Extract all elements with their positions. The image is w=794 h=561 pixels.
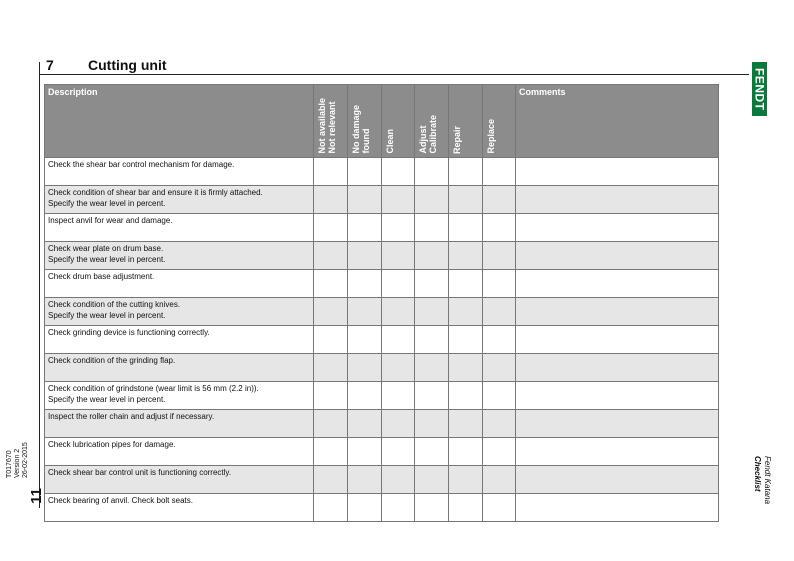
- row-description-line1: Check shear bar control unit is functioning correctly.: [48, 468, 232, 477]
- check-cell-repair[interactable]: [449, 466, 483, 494]
- table-row: [45, 466, 719, 494]
- header-not-available-line2: Not relevant: [327, 101, 337, 154]
- check-cell-replace[interactable]: [483, 298, 516, 326]
- row-description-line1: Check condition of shear bar and ensure it is firmly attached.: [48, 188, 263, 197]
- comments-cell[interactable]: [516, 214, 719, 242]
- row-description-line1: Check the shear bar control mechanism for damage.: [48, 160, 235, 169]
- table-row: [45, 438, 719, 466]
- check-cell-no-damage[interactable]: [348, 326, 382, 354]
- header-description: Description: [45, 85, 314, 158]
- header-not-available: [314, 85, 348, 158]
- check-cell-adjust[interactable]: [415, 382, 449, 410]
- comments-cell[interactable]: [516, 410, 719, 438]
- check-cell-adjust[interactable]: [415, 354, 449, 382]
- check-cell-no-damage[interactable]: [348, 214, 382, 242]
- check-cell-no-damage[interactable]: [348, 494, 382, 522]
- row-description: [45, 242, 314, 270]
- row-description-line1: Check condition of grindstone (wear limit is 56 mm (2.2 in)).: [48, 384, 259, 393]
- check-cell-repair[interactable]: [449, 186, 483, 214]
- check-cell-no-damage[interactable]: [348, 298, 382, 326]
- check-cell-repair[interactable]: [449, 438, 483, 466]
- header-adjust-line1: Adjust: [418, 126, 428, 154]
- check-cell-adjust[interactable]: [415, 242, 449, 270]
- row-description: [45, 298, 314, 326]
- check-cell-clean[interactable]: [382, 158, 415, 186]
- check-cell-clean[interactable]: [382, 326, 415, 354]
- section-number: 7: [46, 57, 54, 73]
- row-description: [45, 214, 314, 242]
- check-cell-clean[interactable]: [382, 270, 415, 298]
- document-date: 26-02-2015: [22, 442, 29, 478]
- row-description: [45, 466, 314, 494]
- table-row: [45, 186, 719, 214]
- check-cell-clean[interactable]: [382, 354, 415, 382]
- document-meta-text: [6, 418, 30, 478]
- row-description: [45, 438, 314, 466]
- table-row: [45, 326, 719, 354]
- check-cell-clean[interactable]: [382, 494, 415, 522]
- check-cell-clean[interactable]: [382, 382, 415, 410]
- row-description: [45, 186, 314, 214]
- row-description-line1: Inspect anvil for wear and damage.: [48, 216, 173, 225]
- check-cell-not-available[interactable]: [314, 214, 348, 242]
- row-description: [45, 326, 314, 354]
- row-description-line1: Check bearing of anvil. Check bolt seats.: [48, 496, 193, 505]
- check-cell-no-damage[interactable]: [348, 242, 382, 270]
- check-cell-repair[interactable]: [449, 494, 483, 522]
- row-description-line1: Check grinding device is functioning correctly.: [48, 328, 210, 337]
- check-cell-no-damage[interactable]: [348, 158, 382, 186]
- check-cell-adjust[interactable]: [415, 214, 449, 242]
- row-description-line1: Check condition of the cutting knives.: [48, 300, 181, 309]
- check-cell-not-available[interactable]: [314, 494, 348, 522]
- document-title-vertical: [752, 456, 772, 504]
- row-description-line2: Specify the wear level in percent.: [48, 395, 166, 404]
- check-cell-not-available[interactable]: [314, 186, 348, 214]
- page-number: 11: [28, 488, 45, 504]
- header-no-damage-line2: found: [361, 129, 371, 154]
- check-cell-no-damage[interactable]: [348, 410, 382, 438]
- check-cell-no-damage[interactable]: [348, 354, 382, 382]
- check-cell-adjust[interactable]: [415, 298, 449, 326]
- table-row: [45, 214, 719, 242]
- check-cell-replace[interactable]: [483, 158, 516, 186]
- check-cell-clean[interactable]: [382, 214, 415, 242]
- check-cell-repair[interactable]: [449, 382, 483, 410]
- row-description-line1: Check wear plate on drum base.: [48, 244, 164, 253]
- table-header-row: [45, 85, 719, 158]
- section-title: Cutting unit: [88, 57, 167, 73]
- checklist-table: [44, 84, 719, 522]
- product-name: Fendt Katana: [763, 456, 772, 505]
- table-row: [45, 382, 719, 410]
- check-cell-repair[interactable]: [449, 410, 483, 438]
- check-cell-no-damage[interactable]: [348, 270, 382, 298]
- check-cell-adjust[interactable]: [415, 494, 449, 522]
- check-cell-replace[interactable]: [483, 438, 516, 466]
- document-version: Version 2: [14, 448, 21, 478]
- header-not-available-line1: Not available: [317, 98, 327, 154]
- header-adjust: [415, 85, 449, 158]
- document-type: Checklist: [753, 456, 762, 492]
- header-rule: [39, 74, 749, 75]
- row-description: [45, 158, 314, 186]
- check-cell-clean[interactable]: [382, 186, 415, 214]
- row-description: [45, 410, 314, 438]
- check-cell-not-available[interactable]: [314, 298, 348, 326]
- comments-cell[interactable]: [516, 186, 719, 214]
- check-cell-no-damage[interactable]: [348, 466, 382, 494]
- row-description-line2: Specify the wear level in percent.: [48, 255, 166, 264]
- comments-cell[interactable]: [516, 298, 719, 326]
- check-cell-repair[interactable]: [449, 214, 483, 242]
- check-cell-repair[interactable]: [449, 326, 483, 354]
- comments-cell[interactable]: [516, 382, 719, 410]
- row-description-line1: Inspect the roller chain and adjust if necessary.: [48, 412, 215, 421]
- comments-cell[interactable]: [516, 326, 719, 354]
- check-cell-not-available[interactable]: [314, 158, 348, 186]
- check-cell-clean[interactable]: [382, 438, 415, 466]
- header-comments: Comments: [516, 85, 719, 158]
- check-cell-repair[interactable]: [449, 298, 483, 326]
- document-code: T017670: [6, 450, 13, 478]
- check-cell-clean[interactable]: [382, 410, 415, 438]
- row-description-line2: Specify the wear level in percent.: [48, 311, 166, 320]
- check-cell-no-damage[interactable]: [348, 186, 382, 214]
- check-cell-adjust[interactable]: [415, 186, 449, 214]
- check-cell-replace[interactable]: [483, 242, 516, 270]
- check-cell-clean[interactable]: [382, 298, 415, 326]
- header-repair-text: Repair: [452, 125, 462, 154]
- table-row: [45, 242, 719, 270]
- row-description-line1: Check condition of the grinding flap.: [48, 356, 176, 365]
- check-cell-not-available[interactable]: [314, 410, 348, 438]
- header-clean: [382, 85, 415, 158]
- comments-cell[interactable]: [516, 494, 719, 522]
- comments-cell[interactable]: [516, 242, 719, 270]
- document-meta: [6, 418, 46, 512]
- check-cell-repair[interactable]: [449, 158, 483, 186]
- row-description-line2: Specify the wear level in percent.: [48, 199, 166, 208]
- check-cell-replace[interactable]: [483, 270, 516, 298]
- check-cell-adjust[interactable]: [415, 326, 449, 354]
- check-cell-adjust[interactable]: [415, 466, 449, 494]
- header-replace: [483, 85, 516, 158]
- check-cell-replace[interactable]: [483, 354, 516, 382]
- check-cell-not-available[interactable]: [314, 382, 348, 410]
- check-cell-not-available[interactable]: [314, 354, 348, 382]
- comments-cell[interactable]: [516, 466, 719, 494]
- header-no-damage: [348, 85, 382, 158]
- check-cell-clean[interactable]: [382, 466, 415, 494]
- row-description: [45, 382, 314, 410]
- check-cell-replace[interactable]: [483, 186, 516, 214]
- comments-cell[interactable]: [516, 158, 719, 186]
- fendt-logo: FENDT: [752, 62, 767, 116]
- check-cell-replace[interactable]: [483, 382, 516, 410]
- check-cell-repair[interactable]: [449, 242, 483, 270]
- check-cell-no-damage[interactable]: [348, 438, 382, 466]
- check-cell-replace[interactable]: [483, 494, 516, 522]
- check-cell-replace[interactable]: [483, 326, 516, 354]
- table-row: [45, 298, 719, 326]
- table-row: [45, 354, 719, 382]
- header-no-damage-line1: No damage: [351, 105, 361, 154]
- row-description: [45, 354, 314, 382]
- check-cell-not-available[interactable]: [314, 438, 348, 466]
- row-description-line1: Check lubrication pipes for damage.: [48, 440, 176, 449]
- header-clean-text: Clean: [385, 129, 395, 154]
- check-cell-replace[interactable]: [483, 466, 516, 494]
- check-cell-repair[interactable]: [449, 354, 483, 382]
- check-cell-adjust[interactable]: [415, 438, 449, 466]
- check-cell-adjust[interactable]: [415, 270, 449, 298]
- comments-cell[interactable]: [516, 354, 719, 382]
- check-cell-no-damage[interactable]: [348, 382, 382, 410]
- table-row: [45, 158, 719, 186]
- check-cell-replace[interactable]: [483, 410, 516, 438]
- check-cell-not-available[interactable]: [314, 466, 348, 494]
- row-description-line1: Check drum base adjustment.: [48, 272, 155, 281]
- row-description: [45, 270, 314, 298]
- check-cell-clean[interactable]: [382, 242, 415, 270]
- check-cell-not-available[interactable]: [314, 326, 348, 354]
- comments-cell[interactable]: [516, 270, 719, 298]
- check-cell-repair[interactable]: [449, 270, 483, 298]
- header-adjust-line2: Calibrate: [428, 115, 438, 154]
- check-cell-not-available[interactable]: [314, 270, 348, 298]
- table-row: [45, 270, 719, 298]
- check-cell-adjust[interactable]: [415, 410, 449, 438]
- row-description: [45, 494, 314, 522]
- check-cell-adjust[interactable]: [415, 158, 449, 186]
- check-cell-replace[interactable]: [483, 214, 516, 242]
- table-row: [45, 494, 719, 522]
- check-cell-not-available[interactable]: [314, 242, 348, 270]
- comments-cell[interactable]: [516, 438, 719, 466]
- table-row: [45, 410, 719, 438]
- header-repair: [449, 85, 483, 158]
- header-replace-text: Replace: [486, 119, 496, 154]
